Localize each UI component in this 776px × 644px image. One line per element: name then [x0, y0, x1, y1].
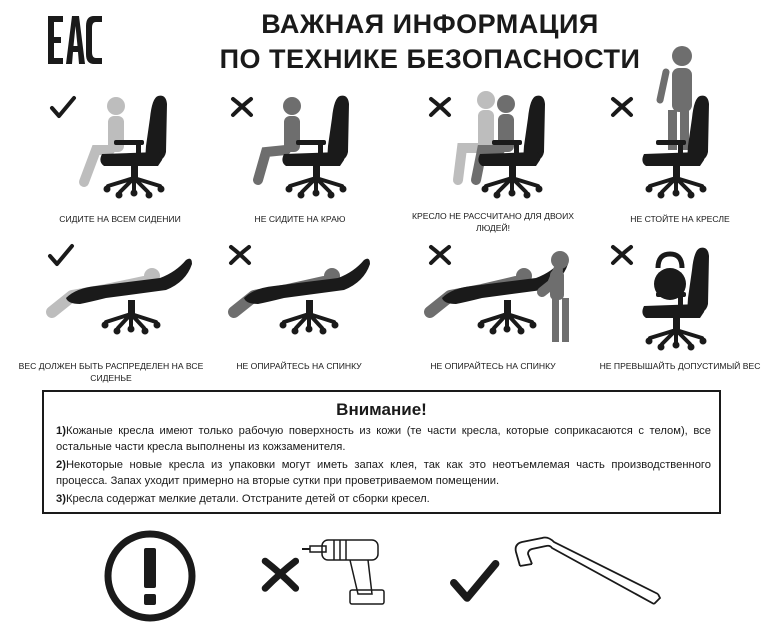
check-icon [52, 98, 74, 116]
rule-not-stand [596, 44, 772, 204]
caption-5: ВЕС ДОЛЖЕН БЫТЬ РАСПРЕДЕЛЕН НА ВСЕ СИДЕНЬЕ [18, 361, 204, 383]
kettlebell-icon [654, 254, 686, 300]
allen-key-ok-icon [446, 530, 676, 616]
allen-key-icon [516, 538, 660, 605]
eac-logo [46, 14, 104, 66]
attention-item-1: 1)Кожаные кресла имеют только рабочую поверхность из кожи (те части кресла, которые соприкасаются с телом), все остальные части кресла выполнены из кожзаменителя. [56, 425, 711, 453]
rule-not-lean-back-2 [412, 240, 588, 360]
caption-2: НЕ СИДИТЕ НА КРАЮ [254, 214, 346, 224]
check-icon [454, 564, 496, 598]
cross-icon [233, 99, 251, 115]
caption-1: СИДИТЕ НА ВСЕМ СИДЕНИИ [59, 214, 181, 224]
no-power-drill-icon [254, 532, 394, 612]
cross-icon [231, 247, 249, 263]
rule-sit-full-seat [40, 88, 216, 208]
page-title-line2: ПО ТЕХНИКЕ БЕЗОПАСНОСТИ [219, 44, 641, 74]
caption-6: НЕ ОПИРАЙТЕСЬ НА СПИНКУ [236, 361, 362, 371]
cross-icon [613, 99, 631, 115]
rule-distribute-weight [36, 240, 212, 360]
warning-exclamation-icon [102, 528, 198, 624]
caption-8: НЕ ПРЕВЫШАЙТЬ ДОПУСТИМЫЙ ВЕС [599, 361, 761, 371]
power-drill-icon [302, 540, 384, 604]
cross-icon [431, 99, 449, 115]
cross-icon [265, 561, 296, 588]
cross-icon [431, 247, 449, 263]
attention-item-3: 3)Кресла содержат мелкие детали. Отстраните детей от сборки кресел. [56, 493, 430, 505]
rule-max-weight [596, 240, 772, 360]
attention-item-2: 2)Некоторые новые кресла из упаковки могут иметь запах клея, так как это неотъемлемая часть производственного процесса. Запах уходит примерно на вторые сутки при проветриваемом помещении. [56, 459, 711, 487]
rule-not-two-people [418, 88, 594, 208]
caption-7: НЕ ОПИРАЙТЕСЬ НА СПИНКУ [430, 361, 556, 371]
caption-4: НЕ СТОЙТЕ НА КРЕСЛЕ [630, 214, 730, 224]
caption-3: КРЕСЛО НЕ РАССЧИТАНО ДЛЯ ДВОИХ ЛЮДЕЙ! [411, 211, 575, 233]
attention-title: Внимание! [336, 400, 427, 419]
cross-icon [613, 247, 631, 263]
rule-not-edge [222, 88, 398, 208]
page-title-line1: ВАЖНАЯ ИНФОРМАЦИЯ [261, 9, 599, 39]
rule-not-lean-back-1 [214, 240, 390, 360]
attention-box [42, 390, 721, 514]
check-icon [50, 246, 72, 264]
